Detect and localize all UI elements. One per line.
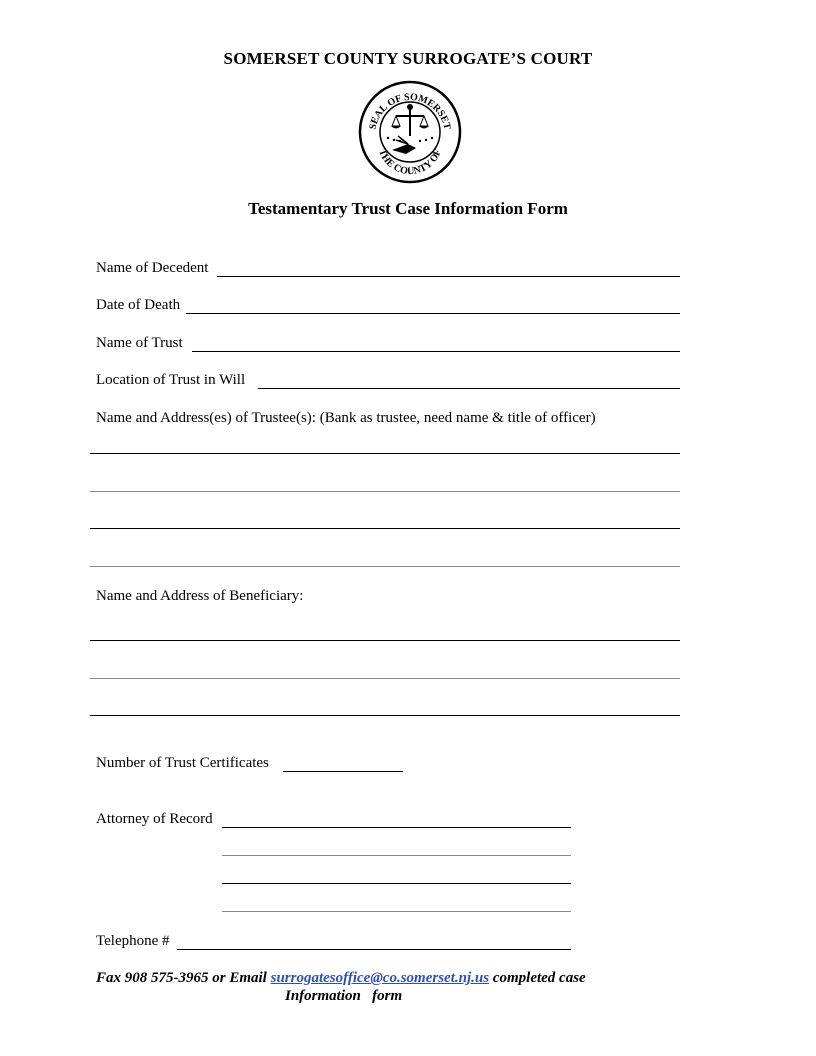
attorney-line[interactable]	[222, 883, 571, 884]
trustees-line[interactable]	[90, 566, 680, 567]
footer-instructions	[96, 970, 586, 987]
telephone-label: Telephone #	[96, 933, 170, 949]
footer-suffix: completed case	[489, 970, 586, 986]
footer-line2: Information form	[285, 988, 403, 1004]
trustees-line[interactable]	[90, 528, 680, 529]
attorney-line[interactable]	[222, 855, 571, 856]
svg-text:THE COUNTY OF: THE COUNTY OF	[376, 147, 444, 178]
decedent-label: Name of Decedent	[96, 260, 209, 276]
beneficiary-line[interactable]	[90, 678, 680, 679]
form-title: Testamentary Trust Case Information Form	[248, 199, 568, 218]
certificates-label: Number of Trust Certificates	[96, 755, 269, 771]
certificates-field[interactable]	[283, 771, 403, 772]
footer-prefix: Fax 908 575-3965 or Email	[96, 970, 271, 986]
attorney-line[interactable]	[222, 911, 571, 912]
beneficiary-line[interactable]	[90, 640, 680, 641]
telephone-field[interactable]	[177, 949, 571, 950]
attorney-field[interactable]	[222, 827, 571, 828]
trust-name-label: Name of Trust	[96, 335, 183, 351]
beneficiary-label: Name and Address of Beneficiary:	[96, 588, 304, 604]
trustees-line[interactable]	[90, 491, 680, 492]
date-of-death-field[interactable]	[186, 313, 680, 314]
trust-location-field[interactable]	[258, 388, 680, 389]
trustees-label: Name and Address(es) of Trustee(s): (Bank as trustee, need name & title of officer)	[96, 410, 596, 426]
trust-name-field[interactable]	[192, 351, 680, 352]
trust-location-label: Location of Trust in Will	[96, 372, 246, 388]
trustees-line[interactable]	[90, 453, 680, 454]
beneficiary-line[interactable]	[90, 715, 680, 716]
county-seal-icon	[358, 80, 462, 184]
email-link[interactable]: surrogatesoffice@co.somerset.nj.us	[270, 970, 490, 986]
date-of-death-label: Date of Death	[96, 297, 181, 313]
page-title: SOMERSET COUNTY SURROGATE’S COURT	[223, 49, 593, 68]
svg-text:SEAL OF SOMERSET: SEAL OF SOMERSET	[367, 91, 453, 131]
decedent-field[interactable]	[217, 276, 680, 277]
attorney-label: Attorney of Record	[96, 811, 213, 827]
